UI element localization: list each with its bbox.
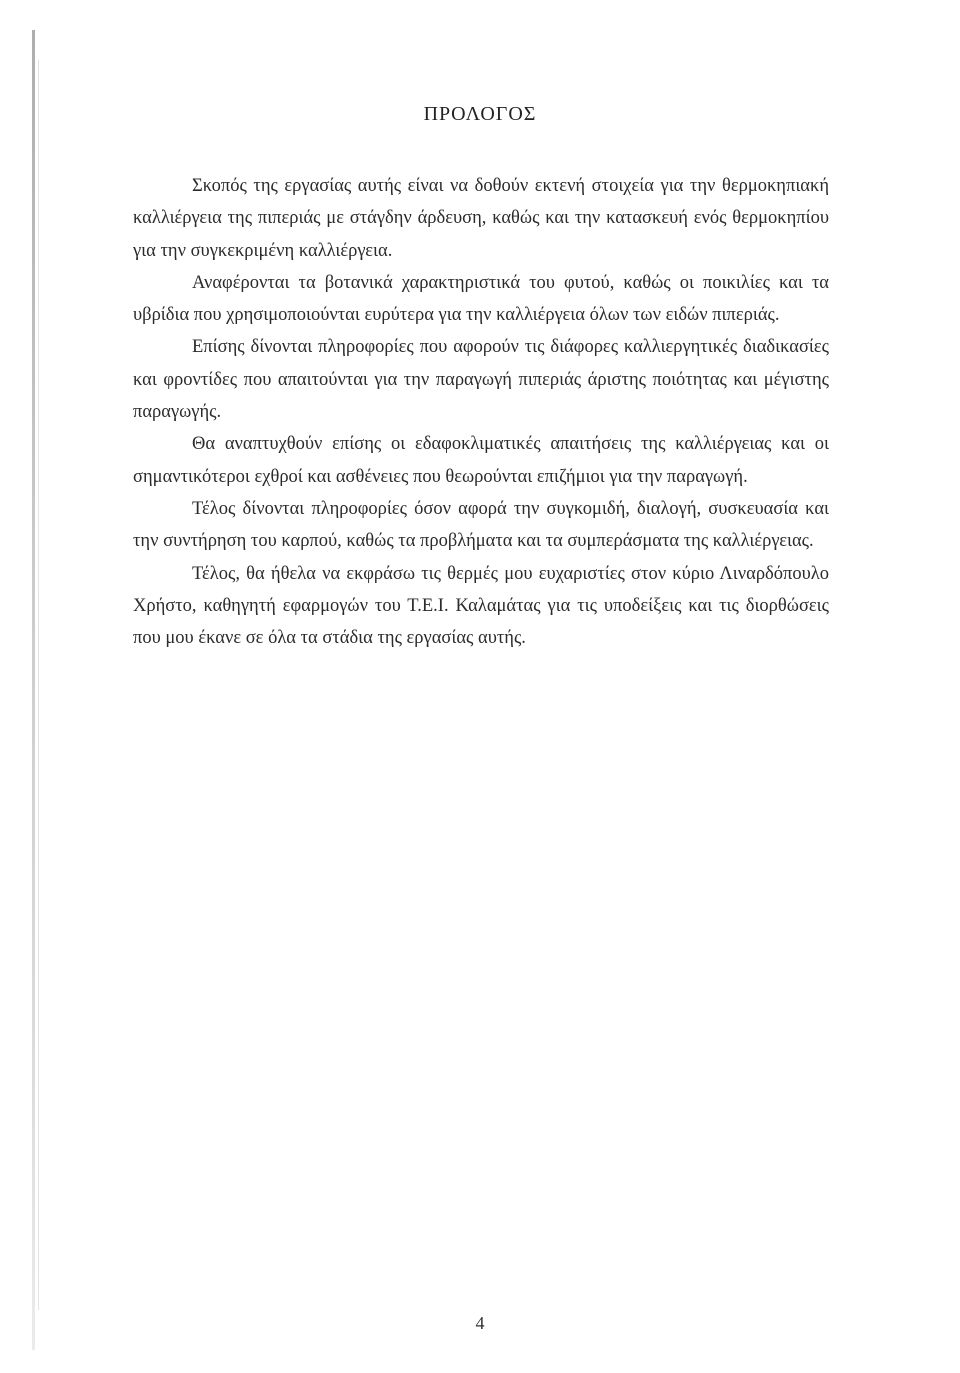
scan-binding-edge xyxy=(32,30,35,1350)
scan-binding-shadow xyxy=(38,60,39,1310)
paragraph-botanical: Αναφέρονται τα βοτανικά χαρακτηριστικά του φυτού, καθώς οι ποικιλίες και τα υβρίδια που χρησιμοποιούνται ευρύτερα για την καλλιέργεια όλων των ειδών πιπεριάς. xyxy=(133,272,829,326)
page-title: ΠΡΟΛΟΓΟΣ xyxy=(423,103,537,125)
body-text xyxy=(133,170,829,654)
paragraph-requirements: Θα αναπτυχθούν επίσης οι εδαφοκλιματικές απαιτήσεις της καλλιέργειας και οι σημαντικότεροι εχθροί και ασθένειες που θεωρούνται επιζήμιοι για την παραγωγή. xyxy=(133,434,829,487)
paragraph-cultivation: Επίσης δίνονται πληροφορίες που αφορούν τις διάφορες καλλιεργητικές διαδικασίες και φροντίδες που απαιτούνται για την παραγωγή πιπεριάς άριστης ποιότητας και μέγιστης παραγωγής. xyxy=(133,337,829,423)
paragraph-harvest: Τέλος δίνονται πληροφορίες όσον αφορά την συγκομιδή, διαλογή, συσκευασία και την συντήρηση του καρπού, καθώς τα προβλήματα και τα συμπεράσματα της καλλιέργειας. xyxy=(133,498,829,552)
page-number: 4 xyxy=(475,1313,485,1333)
paragraph-acknowledgements: Τέλος, θα ήθελα να εκφράσω τις θερμές μου ευχαριστίες στον κύριο Λιναρδόπουλο Χρήστο, καθηγητή εφαρμογών του Τ.Ε.Ι. Καλαμάτας για τις υποδείξεις και τις διορθώσεις που μου έκανε σε όλα τα στάδια της εργασίας αυτής. xyxy=(133,563,829,649)
paragraph-purpose: Σκοπός της εργασίας αυτής είναι να δοθούν εκτενή στοιχεία για την θερμοκηπιακή καλλιέργεια της πιπεριάς με στάγδην άρδευση, καθώς και την κατασκευή ενός θερμοκηπίου για την συγκεκριμένη καλλιέργεια. xyxy=(133,176,829,261)
